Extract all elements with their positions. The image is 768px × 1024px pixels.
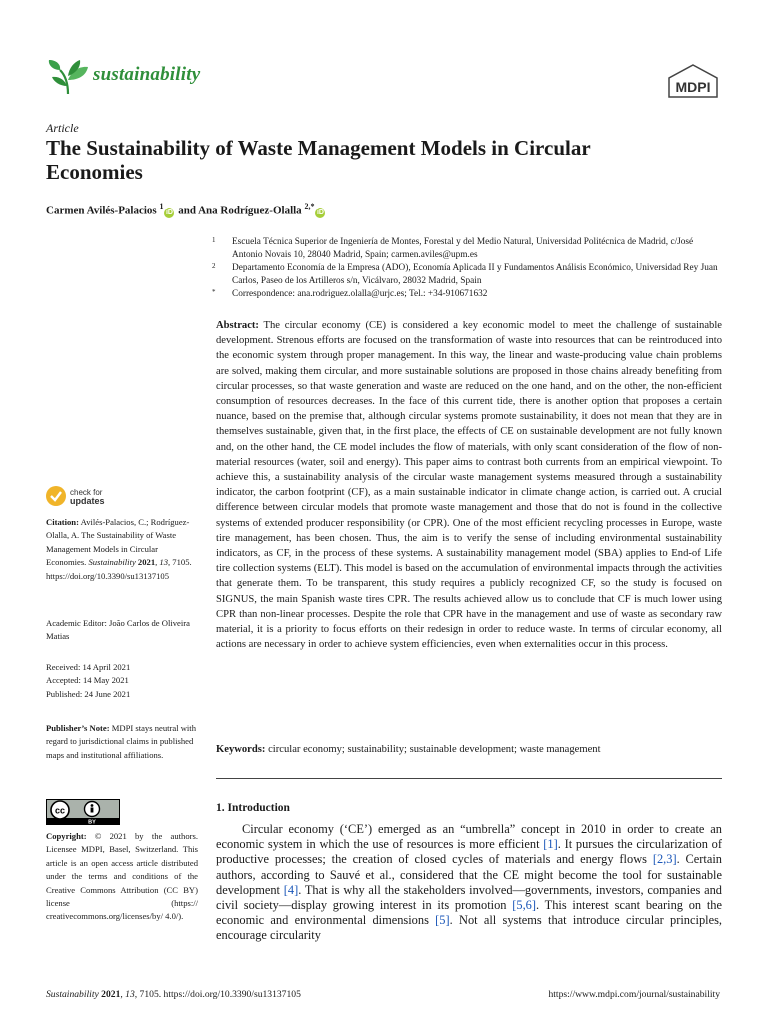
footer-doi-link[interactable]: , 7105. https://doi.org/10.3390/su13137105	[134, 989, 301, 1000]
citation-journal: Sustainability	[88, 557, 136, 568]
check-updates-line1: check for	[70, 488, 103, 497]
keywords-label: Keywords:	[216, 744, 266, 755]
citation-label: Citation:	[46, 517, 79, 527]
citation-ref-link[interactable]: [4]	[283, 882, 299, 897]
publication-dates	[46, 661, 198, 701]
footer-journal-url[interactable]: https://www.mdpi.com/journal/sustainability	[548, 989, 720, 1000]
academic-editor	[46, 617, 198, 644]
editor-label: Academic Editor:	[46, 618, 107, 628]
affiliation-item	[212, 262, 724, 288]
orcid-icon[interactable]: iD	[165, 208, 173, 216]
intro-text: Circular economy (‘CE’) emerged as an “umbrella” concept in 2010 in order to create an economic system in which the use of resources is more efficient	[216, 822, 722, 852]
affiliation-mark: 2	[212, 262, 216, 270]
intro-text: . Certain authors, according to Sauvé et al., considered that the CE might become the tool for sustainable development	[216, 852, 723, 897]
affiliation-mark: 1	[212, 236, 216, 244]
copyright-notice	[46, 830, 198, 924]
abstract-text: The circular economy (CE) is considered a key economic model to meet the challenge of sustainable development. Strenous efforts are focused on the transformation of waste into resources that can be reintroduced into the economic system through proper management. In this way, the linear and waste-producing value chain problems are solved, making them circular, and more sustainable solutions are proposed in those chains already benefiting from circular processes, so that waste generation and waste are reduced on the one hand, and on the other, the non-efficient consumption of resources decreases. In the face of this current tide, there is another option that proposes a certain nuance, based on the premise that, although circular systems promote sustainability, it does not mean that they are in themselves sustainable, given that, in the first place, the effects of CE on sustainable development are not fully known and, on the other hand, the CE model includes the flow of materials, with only scant consideration of the flow of non-material resources (water, soil and energy). This paper aims to contrast both currents from an empirical viewpoint. To achieve this, a sustainability analysis of the circular waste management systems measured through a sustainability indicator, the carbon footprint (CF), as a main sustainable indicator in climate change action, is carried out. A crucial difference between circular models that promote waste management and those that do not is found in the collective systems of extended producer responsibility (or CPR). One of the most efficient recycling processes in Europe, waste tire management, has been chosen. Thus, the aim is to verify the sense of including environmental sustainability indicators, as CF, in the process of these systems. A sustainability management model (SBA) applies to End-of Life tire collection systems (ELT). This model is based on the accumulation of environmental impacts through the activities that generate them. To be transparent, this study requires a publicly recognized CF, so the study is focused on SIGNUS, the main Spanish waste tires CPR. The results achieved allow us to conclude that CF is much lower using CPR than non-linear processes. Despite the role that CPR have in the management and use of waste as secondary raw material, it is a priority to focus efforts on their redesign in order to reduce waste. In terms of circular economy, all actions are necessary in order to achieve system efficiencies, even when externalities occur in this process.	[216, 320, 722, 651]
citation-text: Avilés-Palacios, C.; Rodríguez-Olalla, A. The Sustainability of Waste Management Models in Circular Economies.	[46, 517, 190, 568]
journal-name: sustainability	[93, 64, 201, 85]
keywords	[216, 742, 722, 757]
citation-doi-link[interactable]: , 7105. https://doi.org/10.3390/su13137105	[46, 557, 192, 581]
affiliation-item	[212, 236, 724, 262]
svg-text:cc: cc	[54, 805, 66, 816]
citation-ref-link[interactable]: [2,3]	[652, 852, 677, 867]
section-divider	[216, 778, 722, 779]
sustainability-leaf-logo	[46, 58, 92, 98]
cc-by-text: BY	[88, 819, 96, 825]
publisher-note-label: Publisher’s Note:	[46, 723, 110, 733]
citation-year: 2021	[137, 557, 156, 568]
intro-text: . That is why all the stakeholders involved—governments, investors, companies and civil society—display growing interest in its promotion	[216, 882, 722, 913]
footer-journal: Sustainability	[46, 989, 99, 1000]
keywords-text: circular economy; sustainability; sustainable development; waste management	[268, 744, 601, 755]
citation-ref-link[interactable]: [5]	[435, 913, 450, 928]
orcid-icon[interactable]: iD	[316, 208, 324, 216]
check-for-updates-badge[interactable]	[46, 486, 126, 510]
check-updates-icon	[46, 486, 66, 506]
publisher-note-text: MDPI stays neutral with regard to jurisdictional claims in published maps and institutional affiliations.	[46, 723, 196, 760]
mdpi-logo	[666, 64, 720, 98]
copyright-label: Copyright:	[46, 831, 87, 841]
editor-name: João Carlos de Oliveira Matias	[46, 618, 190, 642]
abstract	[216, 318, 722, 652]
introduction-paragraph	[216, 822, 722, 944]
article-title: The Sustainability of Waste Management Models in Circular Economies	[46, 136, 591, 184]
author-name[interactable]: Ana Rodríguez-Olalla	[198, 204, 302, 217]
intro-text: . Not all systems that introduce circular principles, encourage circularity	[216, 913, 723, 943]
citation-volume: 13	[159, 557, 168, 568]
mdpi-logo-text: MDPI	[675, 79, 711, 95]
author-connector: and	[175, 204, 199, 217]
affiliation-text: Correspondence: ana.rodriguez.olalla@urjc.es; Tel.: +34-910671632	[232, 289, 488, 299]
abstract-label: Abstract:	[216, 320, 259, 331]
citation-ref-link[interactable]: [1]	[543, 837, 558, 852]
affiliation-mark: *	[212, 288, 216, 296]
footer-citation: Sustainability 2021, 13, 7105. https://doi.org/10.3390/su13137105	[46, 989, 301, 1000]
affiliation-text: Escuela Técnica Superior de Ingeniería de Montes, Forestal y del Medio Natural, Universidad Politécnica de Madrid, c/José Antonio Novais 10, 28040 Madrid, Spain; carmen.aviles@upm.es	[232, 237, 694, 260]
citation-ref-link[interactable]: [5,6]	[512, 898, 537, 913]
copyright-text: © 2021 by the authors. Licensee MDPI, Basel, Switzerland. This article is an open access article distributed under the terms and conditions of the Creative Commons Attribution (CC BY) license (https:// creativecommons.org/licenses/by/ 4.0/).	[46, 831, 198, 922]
check-updates-line2: updates	[70, 496, 105, 506]
affiliations	[212, 236, 724, 301]
author-list	[46, 202, 326, 218]
author-name[interactable]: Carmen Avilés-Palacios	[46, 204, 157, 217]
author-affiliation-mark: 1	[159, 202, 164, 211]
citation-block: Citation: Avilés-Palacios, C.; Rodríguez-Olalla, A. The Sustainability of Waste Management Models in Circular Economies. Sustainability 2021, 13, 7105. https://doi.org/10.3390/su13137105	[46, 517, 192, 581]
article-type: Article	[46, 121, 79, 135]
author-affiliation-mark: 2,*	[304, 202, 315, 211]
cc-by-license-icon[interactable]	[46, 799, 120, 825]
check-updates-text	[70, 488, 105, 506]
affiliation-text: Departamento Economía de la Empresa (ADO), Economía Aplicada II y Fundamentos Análisis Económico, Universidad Rey Juan Carlos, Paseo de los Artilleros s/n, Vicálvaro, 28032 Madrid, Spain	[232, 263, 718, 286]
footer-year: 2021	[101, 989, 121, 1000]
publisher-note	[46, 722, 198, 762]
received-date: Received: 14 April 2021	[46, 662, 131, 672]
footer-volume: 13	[125, 989, 135, 1000]
accepted-date: Accepted: 14 May 2021	[46, 675, 129, 686]
affiliation-item	[212, 288, 724, 301]
intro-text: . It pursues the circularization of productive processes; the creation of closed cycles of materials and energy flows	[216, 837, 722, 867]
intro-text: . This interest scant bearing on the economic and environmental dimensions	[216, 898, 722, 928]
published-date: Published: 24 June 2021	[46, 688, 131, 699]
introduction-heading: 1. Introduction	[216, 802, 290, 814]
